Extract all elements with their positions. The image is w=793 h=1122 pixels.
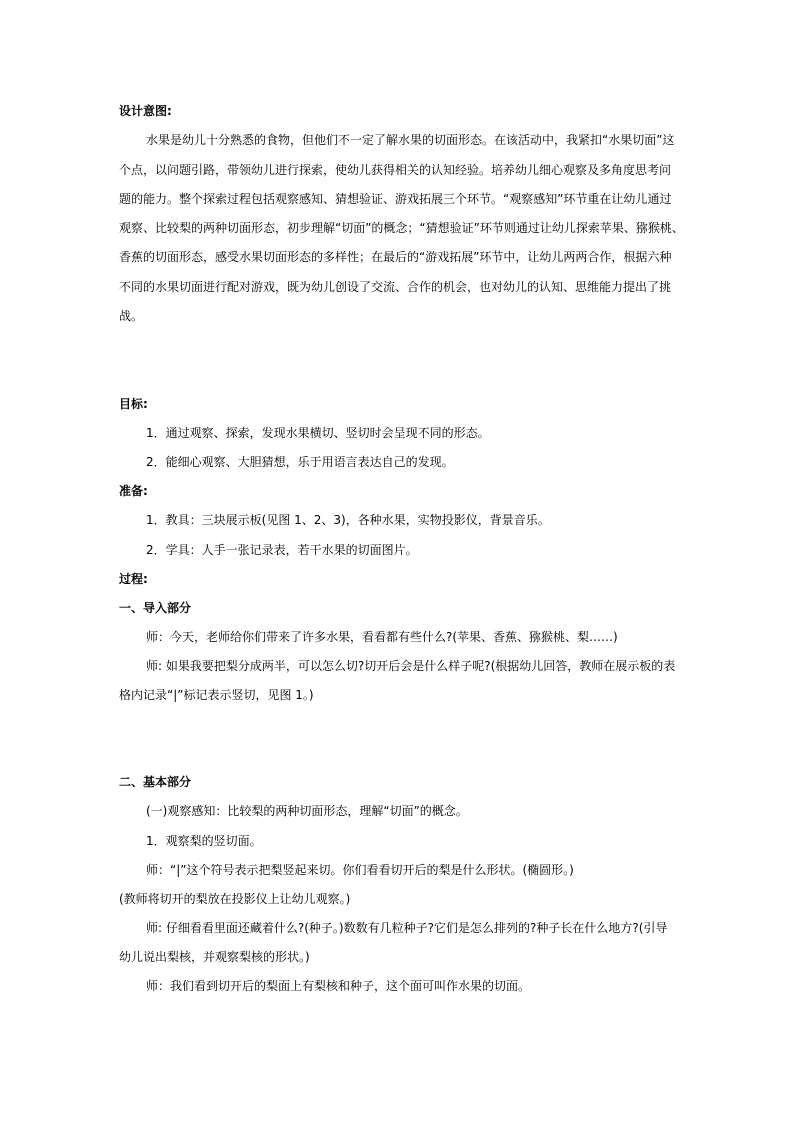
design-intent-line: 水果是幼儿十分熟悉的食物，但他们不一定了解水果的切面形态。在该活动中，我紧扣“水果切面”这: [146, 133, 675, 147]
part2-paragraph: 师：我们看到切开后的梨面上有梨核和种子，这个面可叫作水果的切面。: [146, 979, 531, 993]
part2-heading: 二、基本部分: [119, 775, 192, 789]
preparation-item: 1．教具：三块展示板(见图 1、2、3)，各种水果，实物投影仪，背景音乐。: [146, 513, 550, 527]
part1-paragraph: 师: 如果我要把梨分成两半，可以怎么切?切开后会是什么样子呢?(根据幼儿回答，教师在展示板的表: [146, 659, 676, 673]
design-intent-line: 观察、比较梨的两种切面形态，初步理解“切面”的概念；“猜想验证”环节则通过让幼儿探索苹果、猕猴桃、: [119, 221, 684, 235]
goals-heading: 目标:: [119, 397, 148, 411]
design-intent-line: 香蕉的切面形态，感受水果切面形态的多样性；在最后的“游戏拓展”环节中，让幼儿两两合作，根据六种: [119, 250, 672, 264]
part2-paragraph-continued: 幼儿说出梨核，并观察梨核的形状。): [119, 950, 310, 964]
design-intent-line: 不同的水果切面进行配对游戏，既为幼儿创设了交流、合作的机会，也对幼儿的认知、思维能力提出了挑: [119, 280, 672, 294]
part2-paragraph: 师: 仔细看看里面还藏着什么?(种子。)数数有几粒种子?它们是怎么排列的?种子长在什么地方?(引导: [146, 921, 668, 935]
preparation-heading: 准备:: [119, 484, 148, 498]
design-intent-heading: 设计意图:: [119, 104, 172, 118]
part2-item: 1．观察梨的竖切面。: [146, 834, 262, 848]
part2-paragraph: (教师将切开的梨放在投影仪上让幼儿观察。): [119, 892, 351, 906]
design-intent-line: 题的能力。整个探索过程包括观察感知、猜想验证、游戏拓展三个环节。“观察感知”环节重在让幼儿通过: [119, 192, 672, 206]
part1-paragraph-continued: 格内记录“|”标记表示竖切，见图 1。): [119, 688, 314, 702]
part2-subheading: (一)观察感知：比较梨的两种切面形态，理解“切面”的概念。: [146, 804, 468, 818]
part1-heading: 一、导入部分: [119, 601, 192, 615]
design-intent-line: 战。: [119, 309, 144, 323]
part1-paragraph: 师：今天，老师给你们带来了许多水果，看看都有些什么?(苹果、香蕉、猕猴桃、梨……): [146, 630, 618, 644]
process-heading: 过程:: [119, 572, 148, 586]
design-intent-line: 个点，以问题引路，带领幼儿进行探索，使幼儿获得相关的认知经验。培养幼儿细心观察及多角度思考问: [119, 163, 672, 177]
goal-item: 2．能细心观察、大胆猜想，乐于用语言表达自己的发现。: [146, 455, 454, 469]
preparation-item: 2．学具：人手一张记录表，若干水果的切面图片。: [146, 543, 418, 557]
part2-paragraph: 师：“|”这个符号表示把梨竖起来切。你们看看切开后的梨是什么形状。(椭圆形。): [146, 863, 574, 877]
goal-item: 1．通过观察、探索，发现水果横切、竖切时会呈现不同的形态。: [146, 426, 490, 440]
